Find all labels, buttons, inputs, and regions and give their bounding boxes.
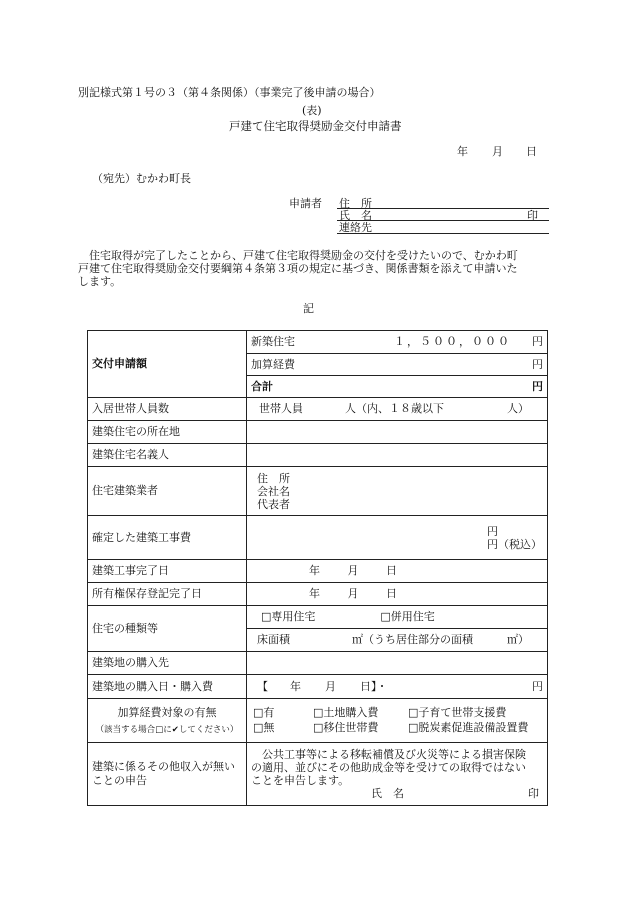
- builder-row: [88, 467, 548, 516]
- builder-address-label: 住 所: [257, 471, 290, 485]
- completion-label: 建築工事完了日: [88, 560, 247, 583]
- completion-month: 月: [347, 564, 359, 578]
- registration-year: 年: [309, 587, 320, 601]
- house-type-cell: [247, 606, 548, 652]
- registration-label: 所有権保存登記完了日: [88, 583, 247, 606]
- additional-costs-note: （該当する場合□に✔してください）: [95, 724, 239, 735]
- form-reference: 別記様式第１号の３（第４条関係）（事業完了後申請の場合）: [78, 86, 381, 99]
- completion-year: 年: [309, 564, 320, 578]
- completion-row: [88, 560, 548, 583]
- location-row: [88, 421, 548, 444]
- ki-mark: 記: [303, 302, 314, 315]
- total-yen: 円: [532, 379, 543, 393]
- cost-row: [88, 516, 548, 560]
- builder-rep-label: 代表者: [257, 497, 290, 511]
- additional-costs-label: 加算経費対象の有無: [117, 705, 217, 719]
- contact-line: [337, 233, 549, 234]
- body-text-line-1: 住宅取得が完了したことから、戸建て住宅取得奨励金の交付を受けたいので、むかわ町: [78, 249, 518, 262]
- additional-costs-label-cell: [88, 699, 247, 743]
- land-seller-row: [88, 652, 548, 675]
- registration-day: 日: [386, 587, 397, 601]
- registration-cell: [247, 583, 548, 606]
- residents-label: 入居世帯人員数: [88, 398, 247, 421]
- residents-cell: [247, 398, 548, 421]
- additional-costs-cell: [247, 699, 548, 743]
- declaration-line-2: の適用、並びにその他助成金等を受けての取得ではない: [251, 761, 526, 774]
- grant-amount-label: 交付申請額: [88, 331, 247, 398]
- declaration-name-label: 氏 名: [371, 787, 404, 800]
- declaration-line-1: 公共工事等による移転補償及び火災等による損害保険: [251, 748, 526, 761]
- cost-yen-tax: 円（税込）: [487, 537, 542, 551]
- land-seller-value: [247, 652, 548, 675]
- builder-company-label: 会社名: [257, 484, 290, 498]
- land-purchase-label: 建築地の購入日・購入費: [88, 675, 247, 699]
- declaration-cell: [247, 743, 548, 806]
- household-mid: 人（内、１８歳以下: [345, 402, 444, 416]
- floor-area-label: 床面積: [257, 633, 290, 647]
- declaration-seal: 印: [528, 787, 539, 800]
- none-checkbox[interactable]: □無: [253, 721, 275, 734]
- land-purchase-year: 年: [290, 679, 301, 693]
- new-house-yen: 円: [532, 335, 543, 349]
- date-month: 月: [492, 145, 503, 158]
- shared-house-checkbox[interactable]: □併用住宅: [380, 610, 435, 624]
- grant-amount-cell: [247, 331, 548, 398]
- registration-row: [88, 583, 548, 606]
- registration-month: 月: [347, 587, 359, 601]
- date-day: 日: [526, 145, 537, 158]
- migration-checkbox[interactable]: □移住世帯費: [313, 721, 379, 734]
- completion-day: 日: [386, 564, 397, 578]
- date-year: 年: [457, 145, 468, 158]
- body-text-line-3: します。: [78, 275, 122, 288]
- land-purchase-month: 月: [325, 679, 336, 693]
- house-type-row: [88, 606, 548, 652]
- floor-area-unit: ㎡）: [507, 633, 529, 647]
- applicant-address-label: 住 所: [339, 197, 372, 210]
- new-house-amount: １，５００，０００: [394, 335, 511, 349]
- household-label: 世帯人員: [259, 402, 303, 416]
- exclusive-house-checkbox[interactable]: □専用住宅: [261, 610, 316, 624]
- application-form-table: [87, 330, 548, 806]
- builder-label: 住宅建築業者: [88, 467, 247, 516]
- residents-row: [88, 398, 548, 421]
- land-cost-checkbox[interactable]: □土地購入費: [313, 706, 379, 720]
- declaration-line-3: ことを申告します。: [251, 774, 350, 787]
- applicant-seal: 印: [527, 209, 538, 222]
- location-value: [247, 421, 548, 444]
- nominee-value: [247, 444, 548, 467]
- nominee-row: [88, 444, 548, 467]
- applicant-contact-label: 連絡先: [339, 221, 372, 234]
- new-house-label: 新築住宅: [251, 335, 295, 349]
- addressee: （宛先）むかわ町長: [92, 172, 191, 185]
- builder-cell: [247, 467, 548, 516]
- has-checkbox[interactable]: □有: [253, 706, 275, 720]
- land-purchase-row: [88, 675, 548, 699]
- additional-cost-label: 加算経費: [251, 357, 295, 371]
- cost-cell: [247, 516, 548, 560]
- land-seller-label: 建築地の購入先: [88, 652, 247, 675]
- cost-yen: 円: [487, 524, 498, 538]
- house-type-label: 住宅の種類等: [88, 606, 247, 652]
- applicant-label: 申請者: [289, 197, 322, 210]
- declaration-row: [88, 743, 548, 806]
- total-label: 合計: [251, 379, 273, 393]
- land-purchase-open: 【: [257, 679, 268, 693]
- declaration-label: 建築に係るその他収入が無いことの申告: [88, 743, 247, 806]
- side-label: (表): [302, 104, 322, 117]
- location-label: 建築住宅の所在地: [88, 421, 247, 444]
- additional-cost-yen: 円: [532, 357, 543, 371]
- page-title: 戸建て住宅取得奨励金交付申請書: [229, 119, 402, 133]
- nominee-label: 建築住宅名義人: [88, 444, 247, 467]
- land-purchase-day: 日】・: [360, 679, 388, 693]
- completion-cell: [247, 560, 548, 583]
- household-end: 人）: [507, 402, 529, 416]
- floor-area-mid: ㎡（うち居住部分の面積: [352, 633, 473, 647]
- applicant-name-label: 氏 名: [339, 209, 372, 222]
- grant-amount-row: [88, 331, 548, 398]
- land-purchase-yen: 円: [532, 679, 543, 693]
- land-purchase-cell: [247, 675, 548, 699]
- body-text-line-2: 戸建て住宅取得奨励金交付要綱第４条第３項の規定に基づき、関係書類を添えて申請いた: [78, 262, 518, 275]
- child-support-checkbox[interactable]: □子育て世帯支援費: [408, 706, 507, 720]
- decarb-checkbox[interactable]: □脱炭素促進設備設置費: [408, 721, 529, 734]
- additional-costs-row: [88, 699, 548, 743]
- cost-label: 確定した建築工事費: [88, 516, 247, 560]
